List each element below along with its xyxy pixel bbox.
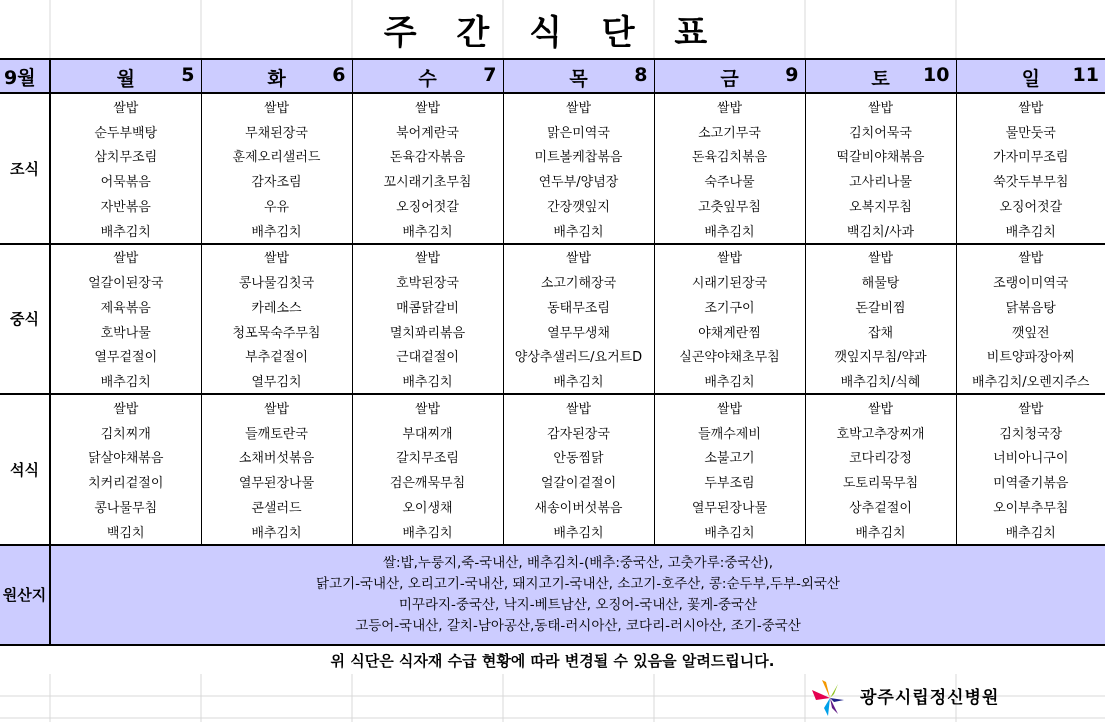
menu-item: 시래기된장국 [654,269,805,294]
menu-row [0,519,1105,545]
menu-item: 무채된장국 [201,119,352,144]
menu-item: 열무된장나물 [201,469,352,494]
menu-item: 콩나물김칫국 [201,269,352,294]
menu-item: 해물탕 [805,269,956,294]
menu-item: 배추김치 [956,218,1105,244]
menu-item: 배추김치 [352,218,503,244]
menu-item: 얼갈이겉절이 [503,469,654,494]
menu-item: 배추김치 [503,218,654,244]
menu-item: 고춧잎무침 [654,193,805,218]
menu-item: 배추김치/식혜 [805,368,956,394]
menu-item: 콩나물무침 [50,494,201,519]
menu-item: 갈치무조림 [352,445,503,470]
menu-item: 감자된장국 [503,420,654,445]
menu-item: 배추김치 [503,519,654,545]
menu-item: 쌀밥 [352,93,503,119]
menu-item: 쌀밥 [352,394,503,420]
menu-item: 어묵볶음 [50,168,201,193]
menu-item: 쌀밥 [503,244,654,270]
menu-item: 상추겉절이 [805,494,956,519]
menu-item: 깻잎지무침/약과 [805,344,956,369]
origin-row [0,545,1105,645]
meal-label: 조식 [0,93,50,244]
menu-item: 호박나물 [50,319,201,344]
menu-item: 연두부/양념장 [503,168,654,193]
menu-item: 물만둣국 [1005,125,1056,141]
menu-item: 닭살야채볶음 [50,445,201,470]
day-date: 9 [785,64,799,86]
menu-item: 배추김치 [201,519,352,545]
menu-item: 배추김치 [956,519,1105,545]
menu-item: 쑥갓두부무침 [993,175,1069,191]
menu-item: 안동찜닭 [503,445,654,470]
menu-item: 쌀밥 [654,394,805,420]
menu-item: 쌀밥 [805,394,956,420]
menu-row [0,420,1105,445]
menu-item: 돈갈비찜 [805,294,956,319]
menu-item: 호박된장국 [352,269,503,294]
menu-row [0,294,1105,319]
day-header [503,59,654,93]
menu-item: 자반볶음 [50,193,201,218]
menu-item: 배추김치 [50,218,201,244]
menu-item: 청포묵숙주무침 [201,319,352,344]
menu-item: 배추김치 [654,368,805,394]
menu-item: 열무무생채 [503,319,654,344]
menu-item: 쌀밥 [1018,251,1044,267]
menu-item: 쌀밥 [805,244,956,270]
day-date: 5 [181,64,195,86]
menu-item: 쌀밥 [1018,100,1044,116]
menu-item: 쌀밥 [654,93,805,119]
header-row [0,59,1105,93]
menu-item: 쌀밥 [50,394,201,420]
menu-item: 오이부추무침 [993,500,1069,516]
menu-item: 간장깻잎지 [503,193,654,218]
menu-item: 새송이버섯볶음 [503,494,654,519]
menu-item: 쌀밥 [50,244,201,270]
menu-item: 너비아니구이 [993,451,1069,467]
menu-item: 백김치/사과 [805,218,956,244]
notice-text: 위 식단은 식자재 수급 현황에 따라 변경될 수 있음을 알려드립니다. [330,652,775,670]
menu-item: 백김치 [50,519,201,545]
menu-item: 김치청국장 [999,426,1063,442]
menu-item: 오복지무침 [805,193,956,218]
origin-line: 쌀:밥,누룽지,죽-국내산, 배추김치-(배추:중국산, 고춧가루:중국산), [383,554,773,571]
menu-item: 북어계란국 [352,119,503,144]
day-header [956,59,1105,93]
menu-item: 배추김치 [50,368,201,394]
meal-label: 석식 [0,394,50,545]
meal-label: 중식 [0,244,50,395]
menu-item: 배추김치 [352,368,503,394]
menu-row [0,394,1105,420]
menu-item: 콘샐러드 [201,494,352,519]
menu-item: 배추김치 [654,519,805,545]
day-name: 월 [116,68,135,90]
menu-item: 매콤닭갈비 [352,294,503,319]
menu-item: 쌀밥 [503,93,654,119]
day-header [201,59,352,93]
day-name: 토 [871,68,890,90]
menu-item: 조랭이미역국 [993,276,1069,292]
menu-item: 야채계란찜 [654,319,805,344]
day-header [654,59,805,93]
menu-item: 가자미무조림 [993,150,1069,166]
menu-item: 배추김치/오렌지주스 [956,368,1105,394]
menu-item: 오징어젓갈 [999,199,1063,215]
menu-item: 동태무조림 [503,294,654,319]
menu-row [0,218,1105,244]
menu-item: 열무김치 [201,368,352,394]
menu-item: 들깨수제비 [654,420,805,445]
menu-item: 쌀밥 [503,394,654,420]
month-label: 9월 [0,59,50,93]
page-title: 주 간 식 단 표 [383,12,722,53]
menu-row [0,144,1105,169]
day-date: 6 [332,64,346,86]
day-name: 금 [720,68,739,90]
menu-item: 숙주나물 [654,168,805,193]
menu-item: 쌀밥 [352,244,503,270]
menu-item: 조기구이 [654,294,805,319]
menu-item: 쌀밥 [654,244,805,270]
menu-row [0,93,1105,119]
day-header [352,59,503,93]
menu-item: 쌀밥 [201,394,352,420]
menu-item: 미역줄기볶음 [993,476,1069,492]
menu-item: 오이생채 [352,494,503,519]
menu-item: 양상추샐러드/요거트D [503,344,654,369]
menu-row [0,193,1105,218]
menu-item: 배추김치 [352,519,503,545]
day-date: 11 [1072,64,1099,86]
menu-item: 호박고추장찌개 [805,420,956,445]
menu-item: 우유 [201,193,352,218]
menu-item: 소채버섯볶음 [201,445,352,470]
menu-item: 오징어젓갈 [352,193,503,218]
menu-row [0,469,1105,494]
menu-item: 배추김치 [654,218,805,244]
menu-row [0,168,1105,193]
menu-item: 열무된장나물 [654,494,805,519]
menu-row [0,344,1105,369]
menu-item: 도토리묵무침 [805,469,956,494]
menu-item: 미트볼케찹볶음 [503,144,654,169]
day-name: 화 [267,68,286,90]
menu-item: 멸치꽈리볶음 [352,319,503,344]
menu-item: 깻잎전 [1011,325,1050,341]
menu-item: 배추김치 [503,368,654,394]
menu-row [0,319,1105,344]
day-name: 수 [418,68,437,90]
menu-item: 열무겉절이 [50,344,201,369]
menu-item: 카레소스 [201,294,352,319]
menu-item: 비트양파장아찌 [986,350,1075,366]
menu-item: 쌀밥 [201,93,352,119]
menu-item: 순두부백탕 [50,119,201,144]
origin-line: 고등어-국내산, 갈치-남아공산,동태-러시아산, 코다리-러시아산, 조기-중국산 [355,617,801,634]
menu-item: 검은깨묵무침 [352,469,503,494]
menu-item: 들깨토란국 [201,420,352,445]
menu-item: 쌀밥 [201,244,352,270]
menu-item: 부추겉절이 [201,344,352,369]
menu-item: 제육볶음 [50,294,201,319]
hospital-logo-icon [808,678,850,718]
menu-row [0,269,1105,294]
menu-table [0,58,1105,646]
menu-item: 훈제오리샐러드 [201,144,352,169]
day-date: 7 [483,64,497,86]
menu-item: 배추김치 [201,218,352,244]
menu-item: 고사리나물 [805,168,956,193]
day-name: 목 [569,68,588,90]
menu-item: 삼치무조림 [50,144,201,169]
origin-text [50,545,1105,645]
menu-row [0,445,1105,470]
menu-item: 맑은미역국 [503,119,654,144]
menu-item: 소고기해장국 [503,269,654,294]
menu-item: 배추김치 [805,519,956,545]
day-date: 10 [923,64,950,86]
menu-item: 근대겉절이 [352,344,503,369]
menu-item: 감자조림 [201,168,352,193]
origin-line: 미꾸라지-중국산, 낙지-베트남산, 오징어-국내산, 꽃게-중국산 [398,596,758,613]
menu-item: 쌀밥 [805,93,956,119]
menu-item: 치커리겉절이 [50,469,201,494]
menu-item: 부대찌개 [352,420,503,445]
menu-item: 돈육감자볶음 [352,144,503,169]
menu-item: 떡갈비야채볶음 [805,144,956,169]
menu-row [0,244,1105,270]
menu-item: 얼갈이된장국 [50,269,201,294]
menu-item: 김치찌개 [50,420,201,445]
menu-row [0,368,1105,394]
menu-item: 돈육김치볶음 [654,144,805,169]
menu-item: 쌀밥 [1018,401,1044,417]
menu-item: 쌀밥 [50,93,201,119]
menu-item: 코다리강정 [805,445,956,470]
menu-item: 닭볶음탕 [1005,300,1056,316]
menu-row [0,494,1105,519]
day-date: 8 [634,64,648,86]
menu-item: 두부조림 [654,469,805,494]
day-name: 일 [1021,68,1040,90]
origin-line: 닭고기-국내산, 오리고기-국내산, 돼지고기-국내산, 소고기-호주산, 콩:순두부,두부-외국산 [316,575,840,592]
day-header [805,59,956,93]
menu-item: 실곤약야채초무침 [654,344,805,369]
menu-row [0,119,1105,144]
menu-item: 잡채 [805,319,956,344]
day-header [50,59,201,93]
menu-item: 김치어묵국 [805,119,956,144]
hospital-name: 광주시립정신병원 [860,688,1000,708]
menu-item: 꼬시래기초무침 [352,168,503,193]
menu-item: 소고기무국 [654,119,805,144]
origin-label: 원산지 [0,545,50,645]
menu-item: 소불고기 [654,445,805,470]
